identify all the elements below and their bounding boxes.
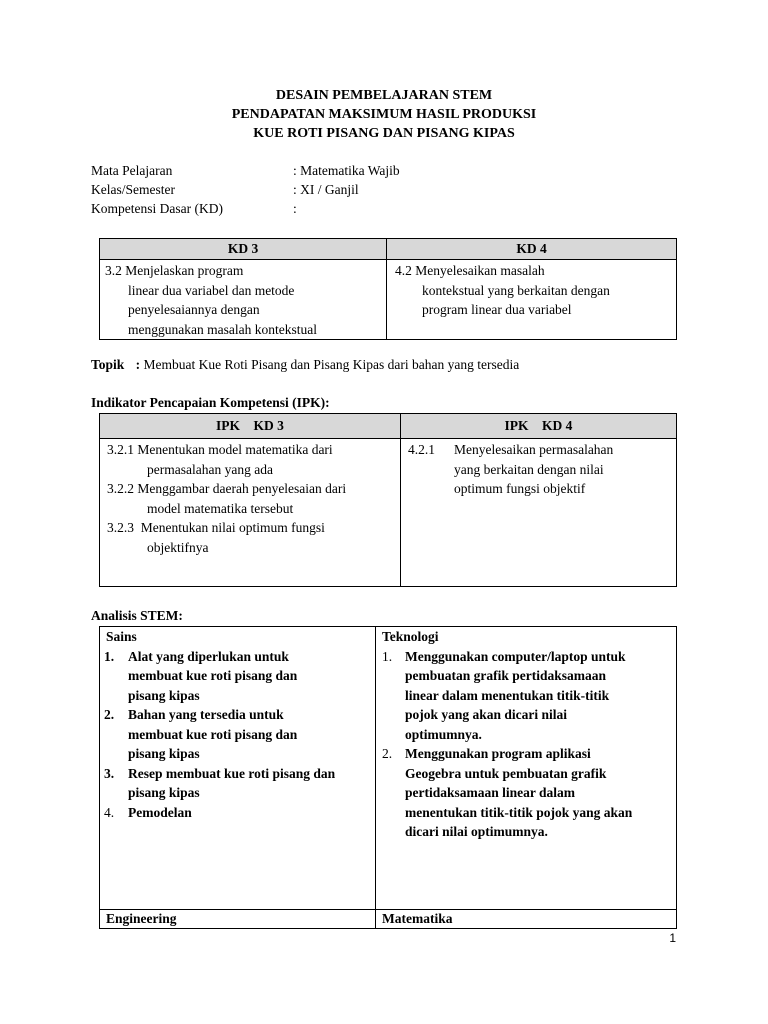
topik-colon: : [135,357,141,372]
teknologi-item-line: pojok yang akan dicari nilai [405,707,568,722]
sains-item-2 [100,705,375,725]
ipk4-text: Menyelesaikan permasalahan [454,442,614,457]
info-kompetensi-dasar [91,201,297,217]
sains-item-num: 3. [104,765,115,781]
ipk4-number: 4.2.1 [408,442,435,457]
teknologi-item-text: Menggunakan computer/laptop untuk [405,648,626,664]
sains-item-line: pisang kipas [128,746,200,761]
kd3-line: 3.2 Menjelaskan program [105,263,244,278]
info-value: : Matematika Wajib [293,163,400,178]
sains-item-line: membuat kue roti pisang dan [128,668,298,683]
ipk-cell-4 [401,439,677,587]
sains-item-line: membuat kue roti pisang dan [128,726,298,742]
doc-title-line-2: PENDAPATAN MAKSIMUM HASIL PRODUKSI [231,107,537,122]
info-mata-pelajaran [91,163,400,179]
stem-engineering-cell: Engineering [100,910,376,929]
sains-item-3 [100,764,375,784]
sains-item-text: Resep membuat kue roti pisang dan [128,765,336,781]
teknologi-item-1 [376,647,676,667]
stem-table [99,626,677,929]
ipk3-line: permasalahan yang ada [147,461,273,477]
sains-item-num: 4. [104,804,115,820]
ipk3-line: 3.2.3 Menentukan nilai optimum fungsi [107,520,325,535]
sains-item-1 [100,647,375,667]
kd4-line: 4.2 Menyelesaikan masalah [395,263,545,278]
ipk3-line: objektifnya [147,539,209,555]
teknologi-title: Teknologi [382,629,439,644]
info-value: : XI / Ganjil [293,182,359,197]
teknologi-item-line: Geogebra untuk pembuatan grafik [405,765,607,781]
ipk4-line: optimum fungsi objektif [454,481,586,496]
info-label: Kelas/Semester [91,182,175,197]
info-kelas-semester [91,182,359,198]
kd3-line: linear dua variabel dan metode [128,282,295,298]
sains-item-text: Bahan yang tersedia untuk [128,707,284,722]
ipk4-line-first [401,440,676,460]
sains-item-text: Alat yang diperlukan untuk [128,648,289,664]
kd-header-4: KD 4 [387,239,677,260]
info-label: Kompetensi Dasar (KD) [91,201,223,216]
sains-item-text: Pemodelan [128,804,192,820]
teknologi-item-line: menentukan titik-titik pojok yang akan [405,804,633,820]
ipk-header-3: IPK KD 3 [100,414,401,439]
kd4-line: kontekstual yang berkaitan dengan [422,282,610,298]
ipk-cell-3 [100,439,401,587]
teknologi-item-num: 2. [382,746,393,761]
ipk-table [99,413,677,587]
kd3-line: menggunakan masalah kontekstual [128,321,317,337]
ipk3-line: 3.2.2 Menggambar daerah penyelesaian dari [107,481,347,496]
kd-table [99,238,677,340]
sains-item-num: 2. [104,707,115,722]
kd3-line: penyelesaiannya dengan [128,302,260,317]
page-number: 1 [669,931,676,945]
topik-label: Topik [91,357,125,372]
topik-text: Membuat Kue Roti Pisang dan Pisang Kipas dari bahan yang tersedia [143,357,520,372]
stem-matematika-cell: Matematika [376,910,677,929]
stem-teknologi-cell [376,627,677,910]
sains-item-line: pisang kipas [128,785,200,800]
ipk-header-4: IPK KD 4 [401,414,677,439]
kd4-line: program linear dua variabel [422,302,572,317]
ipk3-line: 3.2.1 Menentukan model matematika dari [107,442,333,457]
teknologi-item-text: Menggunakan program aplikasi [405,746,591,761]
sains-item-line: pisang kipas [128,687,200,703]
kd-cell-3 [100,260,387,340]
sains-title: Sains [106,629,137,644]
teknologi-item-2 [376,744,676,764]
ipk3-line: model matematika tersebut [147,500,294,516]
ipk4-line: yang berkaitan dengan nilai [454,461,604,477]
sains-item-num: 1. [104,648,115,664]
teknologi-item-line: optimumnya. [405,726,482,742]
ipk-title: Indikator Pencapaian Kompetensi (IPK): [91,395,330,410]
teknologi-item-num: 1. [382,648,393,664]
stem-title: Analisis STEM: [91,608,183,623]
teknologi-item-line: dicari nilai optimumnya. [405,824,548,839]
info-value: : [293,201,297,216]
info-label: Mata Pelajaran [91,163,173,178]
kd-cell-4 [387,260,677,340]
teknologi-item-line: pembuatan grafik pertidaksamaan [405,668,607,683]
doc-title-line-1: DESAIN PEMBELAJARAN STEM [275,88,493,103]
doc-title-line-3: KUE ROTI PISANG DAN PISANG KIPAS [253,126,515,141]
stem-sains-cell [100,627,376,910]
teknologi-item-line: pertidaksamaan linear dalam [405,785,576,800]
kd-header-3: KD 3 [100,239,387,260]
sains-item-4 [100,803,375,823]
topik-row [91,357,519,373]
teknologi-item-line: linear dalam menentukan titik-titik [405,687,610,703]
